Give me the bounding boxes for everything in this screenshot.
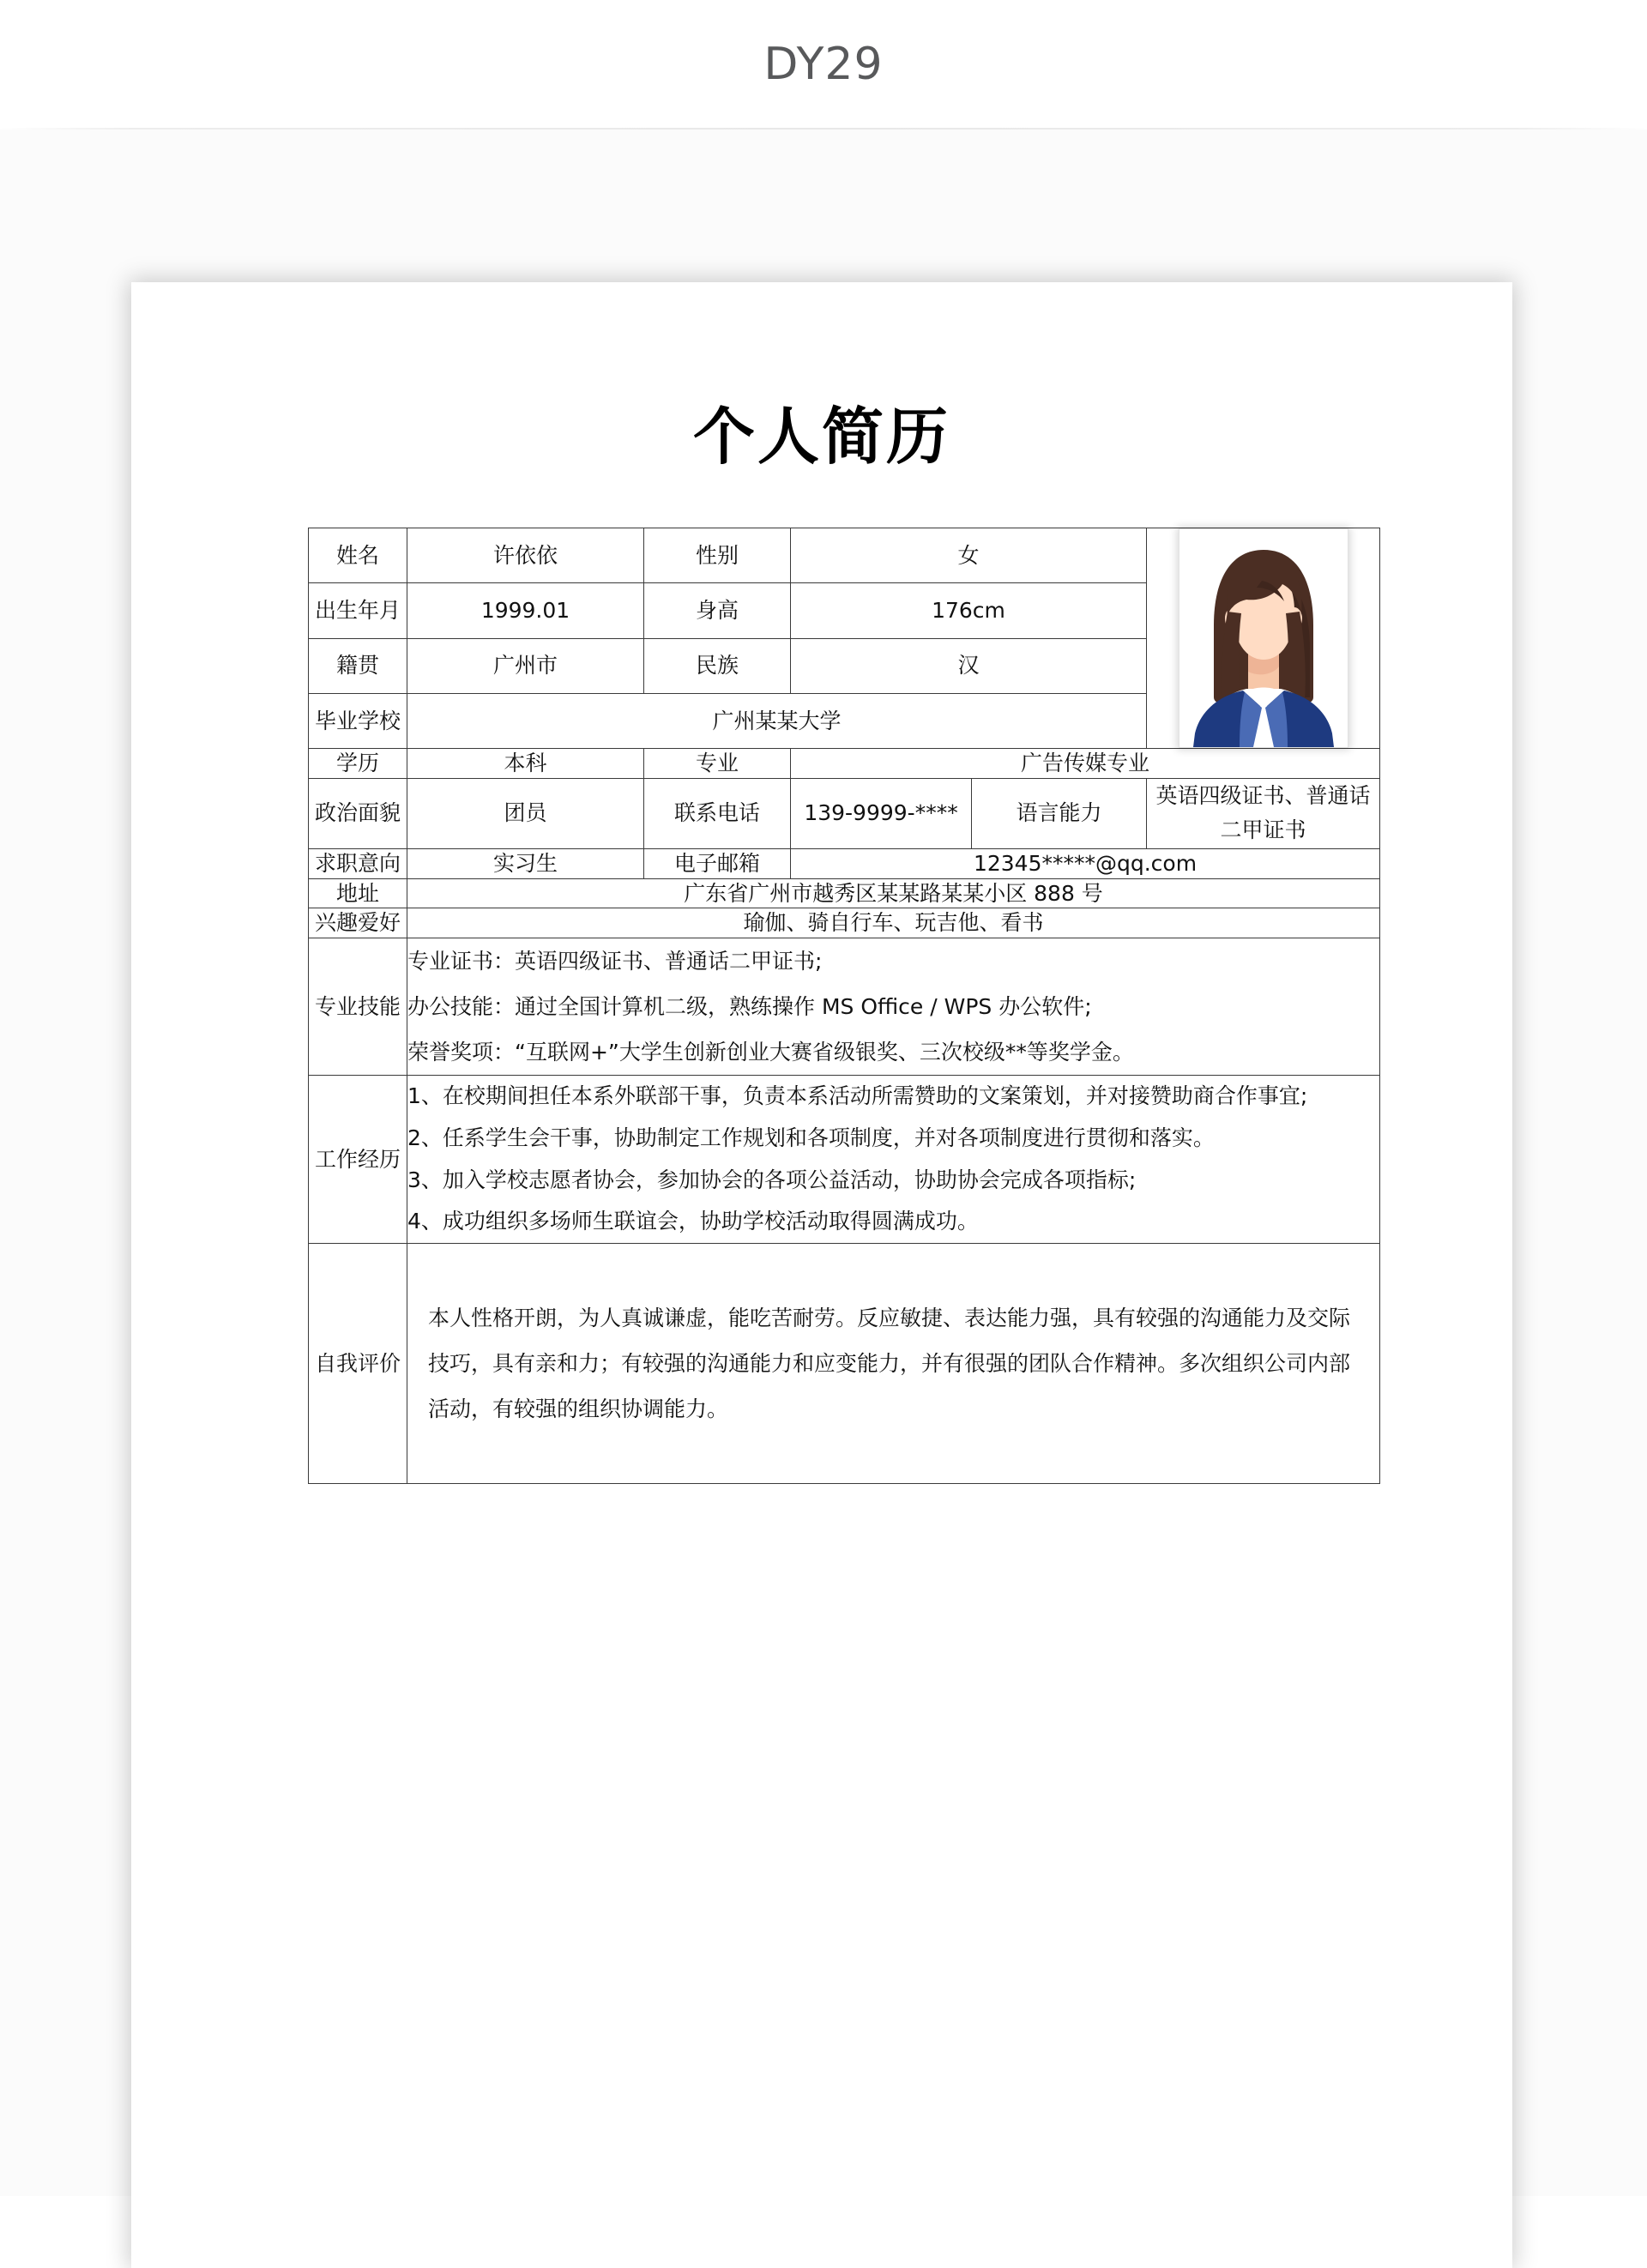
experience-line-3: 3、加入学校志愿者协会，参加协会的各项公益活动，协助协会完成各项指标; bbox=[407, 1167, 1137, 1192]
value-phone: 139-9999-**** bbox=[791, 778, 972, 848]
label-self-evaluation: 自我评价 bbox=[309, 1244, 407, 1484]
resume-page bbox=[131, 282, 1512, 2268]
label-email: 电子邮箱 bbox=[644, 848, 791, 878]
table-row-address bbox=[309, 878, 1380, 908]
skills-line-1: 专业证书：英语四级证书、普通话二甲证书; bbox=[407, 949, 823, 974]
label-school: 毕业学校 bbox=[309, 693, 407, 748]
value-work-experience bbox=[407, 1076, 1380, 1244]
label-height: 身高 bbox=[644, 583, 791, 638]
value-birth-date: 1999.01 bbox=[407, 583, 644, 638]
experience-line-4: 4、成功组织多场师生联谊会，协助学校活动取得圆满成功。 bbox=[407, 1209, 979, 1234]
table-row-intention bbox=[309, 848, 1380, 878]
label-job-intention: 求职意向 bbox=[309, 848, 407, 878]
page-title: 个人简历 bbox=[692, 401, 950, 473]
value-native-place: 广州市 bbox=[407, 638, 644, 693]
table-row-hobby bbox=[309, 908, 1380, 938]
value-job-intention: 实习生 bbox=[407, 848, 644, 878]
value-political-status: 团员 bbox=[407, 778, 644, 848]
label-education: 学历 bbox=[309, 749, 407, 779]
label-native-place: 籍贯 bbox=[309, 638, 407, 693]
value-ethnicity: 汉 bbox=[791, 638, 1147, 693]
value-hobby: 瑜伽、骑自行车、玩吉他、看书 bbox=[407, 908, 1380, 938]
photo-cell bbox=[1147, 528, 1380, 749]
label-skills: 专业技能 bbox=[309, 938, 407, 1076]
value-name: 许依依 bbox=[407, 528, 644, 583]
portrait-photo bbox=[1179, 528, 1348, 748]
label-ethnicity: 民族 bbox=[644, 638, 791, 693]
value-education: 本科 bbox=[407, 749, 644, 779]
app-header-title: DY29 bbox=[763, 39, 884, 90]
value-gender: 女 bbox=[791, 528, 1147, 583]
value-language: 英语四级证书、普通话二甲证书 bbox=[1147, 778, 1380, 848]
page-backdrop bbox=[0, 130, 1647, 2196]
label-birth-date: 出生年月 bbox=[309, 583, 407, 638]
value-email: 12345*****@qq.com bbox=[791, 848, 1380, 878]
experience-line-2: 2、任系学生会干事，协助制定工作规划和各项制度，并对各项制度进行贯彻和落实。 bbox=[407, 1125, 1215, 1150]
value-self-evaluation: 本人性格开朗，为人真诚谦虚，能吃苦耐劳。反应敏捷、表达能力强，具有较强的沟通能力及交际技巧，具有亲和力；有较强的沟通能力和应变能力，并有很强的团队合作精神。多次组织公司内部活动，有较强的组织协调能力。 bbox=[407, 1244, 1380, 1484]
label-gender: 性别 bbox=[644, 528, 791, 583]
table-row-evaluation bbox=[309, 1244, 1380, 1484]
value-address: 广东省广州市越秀区某某路某某小区 888 号 bbox=[407, 878, 1380, 908]
label-name: 姓名 bbox=[309, 528, 407, 583]
portrait-photo-icon bbox=[1179, 529, 1348, 747]
label-work-experience: 工作经历 bbox=[309, 1076, 407, 1244]
value-school: 广州某某大学 bbox=[407, 693, 1147, 748]
skills-line-2: 办公技能：通过全国计算机二级，熟练操作 MS Office / WPS 办公软件; bbox=[407, 994, 1092, 1019]
label-address: 地址 bbox=[309, 878, 407, 908]
value-major: 广告传媒专业 bbox=[791, 749, 1380, 779]
label-political-status: 政治面貌 bbox=[309, 778, 407, 848]
table-row-skills bbox=[309, 938, 1380, 1076]
skills-line-3: 荣誉奖项：“互联网+”大学生创新创业大赛省级银奖、三次校级**等奖学金。 bbox=[407, 1040, 1134, 1065]
resume-table bbox=[308, 528, 1380, 1484]
label-phone: 联系电话 bbox=[644, 778, 791, 848]
experience-line-1: 1、在校期间担任本系外联部干事，负责本系活动所需赞助的文案策划，并对接赞助商合作事宜; bbox=[407, 1083, 1308, 1108]
table-row-name bbox=[309, 528, 1380, 583]
app-header bbox=[0, 0, 1647, 129]
table-row-experience bbox=[309, 1076, 1380, 1244]
label-major: 专业 bbox=[644, 749, 791, 779]
value-height: 176cm bbox=[791, 583, 1147, 638]
label-hobby: 兴趣爱好 bbox=[309, 908, 407, 938]
table-row-political bbox=[309, 778, 1380, 848]
table-row-education bbox=[309, 749, 1380, 779]
label-language: 语言能力 bbox=[972, 778, 1147, 848]
value-skills bbox=[407, 938, 1380, 1076]
